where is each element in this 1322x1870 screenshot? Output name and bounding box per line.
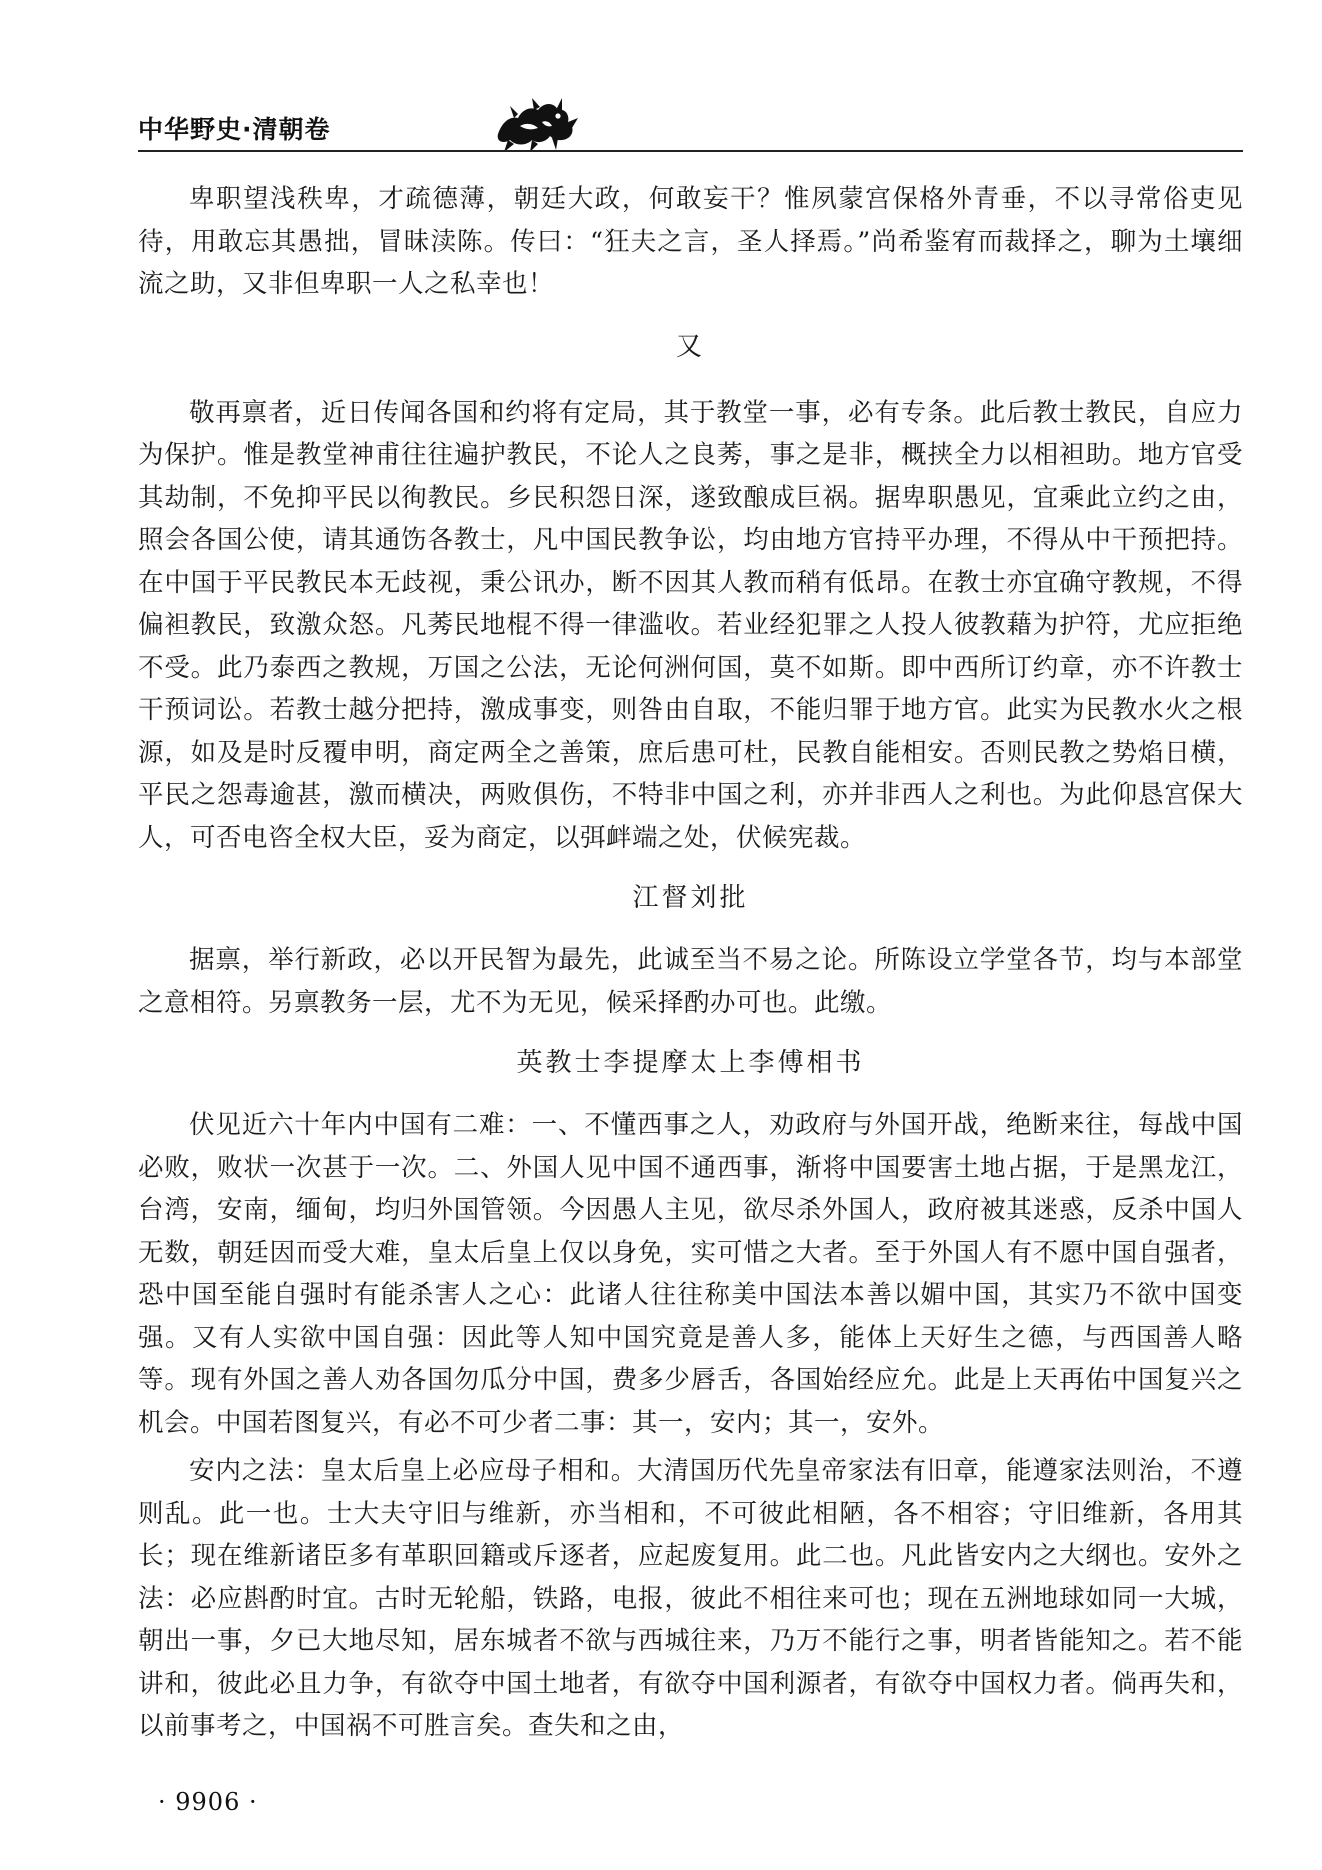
paragraph: 卑职望浅秩卑，才疏德薄，朝廷大政，何敢妄干？惟夙蒙宫保格外青垂，不以寻常俗吏见待，用敢忘其愚拙，冒昧渎陈。传曰：“狂夫之言，圣人择焉。”尚希鉴宥而裁择之，聊为土壤细流之助，又非但卑职一人之私幸也！ (138, 184, 1243, 299)
section-heading: 江督刘批 (632, 883, 749, 913)
paragraph: 伏见近六十年内中国有二难：一、不懂西事之人，劝政府与外国开战，绝断来往，每战中国必败，败状一次甚于一次。二、外国人见中国不通西事，渐将中国要害土地占据，于是黑龙江，台湾，安南，缅甸，均归外国管领。今因愚人主见，欲尽杀外国人，政府被其迷惑，反杀中国人无数，朝廷因而受大难，皇太后皇上仅以身免，实可惜之大者。至于外国人有不愿中国自强者，恐中国至能自强时有能杀害人之心：此诸人往往称美中国法本善以媚中国，其实乃不欲中国变强。又有人实欲中国自强：因此等人知中国究竟是善人多，能体上天好生之德，与西国善人略等。现有外国之善人劝各国勿瓜分中国，费多少唇舌，各国始经应允。此是上天再佑中国复兴之机会。中国若图复兴，有必不可少者二事：其一，安内；其一，安外。 (138, 1110, 1243, 1438)
paragraph: 安内之法：皇太后皇上必应母子相和。大清国历代先皇帝家法有旧章，能遵家法则治，不遵则乱。此一也。士大夫守旧与维新，亦当相和，不可彼此相陋，各不相容；守旧维新，各用其长；现在维新诸臣多有革职回籍或斥逐者，应起废复用。此二也。凡此皆安内之大纲也。安外之法：必应斟酌时宜。古时无轮船，铁路，电报，彼此不相往来可也；现在五洲地球如同一大城，朝出一事，夕已大地尽知，居东城者不欲与西城往来，乃万不能行之事，明者皆能知之。若不能讲和，彼此必且力争，有欲夺中国土地者，有欲夺中国利源者，有欲夺中国权力者。倘再失和，以前事考之，中国祸不可胜言矣。查失和之由， (138, 1456, 1243, 1741)
dragon-logo-icon (488, 92, 578, 152)
page-number: · 9906 · (158, 1788, 258, 1816)
paragraph: 敬再禀者，近日传闻各国和约将有定局，其于教堂一事，必有专条。此后教士教民，自应力为保护。惟是教堂神甫往往遍护教民，不论人之良莠，事之是非，概挟全力以相袒助。地方官受其劫制，不免抑平民以徇教民。乡民积怨日深，遂致酿成巨祸。据卑职愚见，宜乘此立约之由，照会各国公使，请其通饬各教士，凡中国民教争讼，均由地方官持平办理，不得从中干预把持。在中国于平民教民本无歧视，秉公讯办，断不因其人教而稍有低昂。在教士亦宜确守教规，不得偏袒教民，致激众怒。凡莠民地棍不得一律滥收。若业经犯罪之人投人彼教藉为护符，尤应拒绝不受。此乃泰西之教规，万国之公法，无论何洲何国，莫不如斯。即中西所订约章，亦不许教士干预词讼。若教士越分把持，激成事变，则咎由自取，不能归罪于地方官。此实为民教水火之根源，如及是时反覆申明，商定两全之善策，庶后患可杜，民教自能相安。否则民教之势焰日横，平民之怨毒逾甚，激而横决，两败俱伤，不特非中国之利，亦并非西人之利也。为此仰恳宫保大人，可否电咨全权大臣，妥为商定，以弭衅端之处，伏候宪裁。 (138, 397, 1243, 853)
section-heading: 又 (675, 331, 705, 362)
book-title: 中华野史·清朝卷 (138, 115, 331, 144)
page-content (138, 178, 1243, 1754)
paragraph: 据禀，举行新政，必以开民智为最先，此诚至当不易之论。所陈设立学堂各节，均与本部堂之意相符。另禀教务一层，尤不为无见，候采择酌办可也。此缴。 (138, 945, 1243, 1018)
header-rule (138, 150, 1243, 152)
section-heading: 英教士李提摩太上李傅相书 (516, 1048, 865, 1078)
page-header (138, 92, 1258, 156)
